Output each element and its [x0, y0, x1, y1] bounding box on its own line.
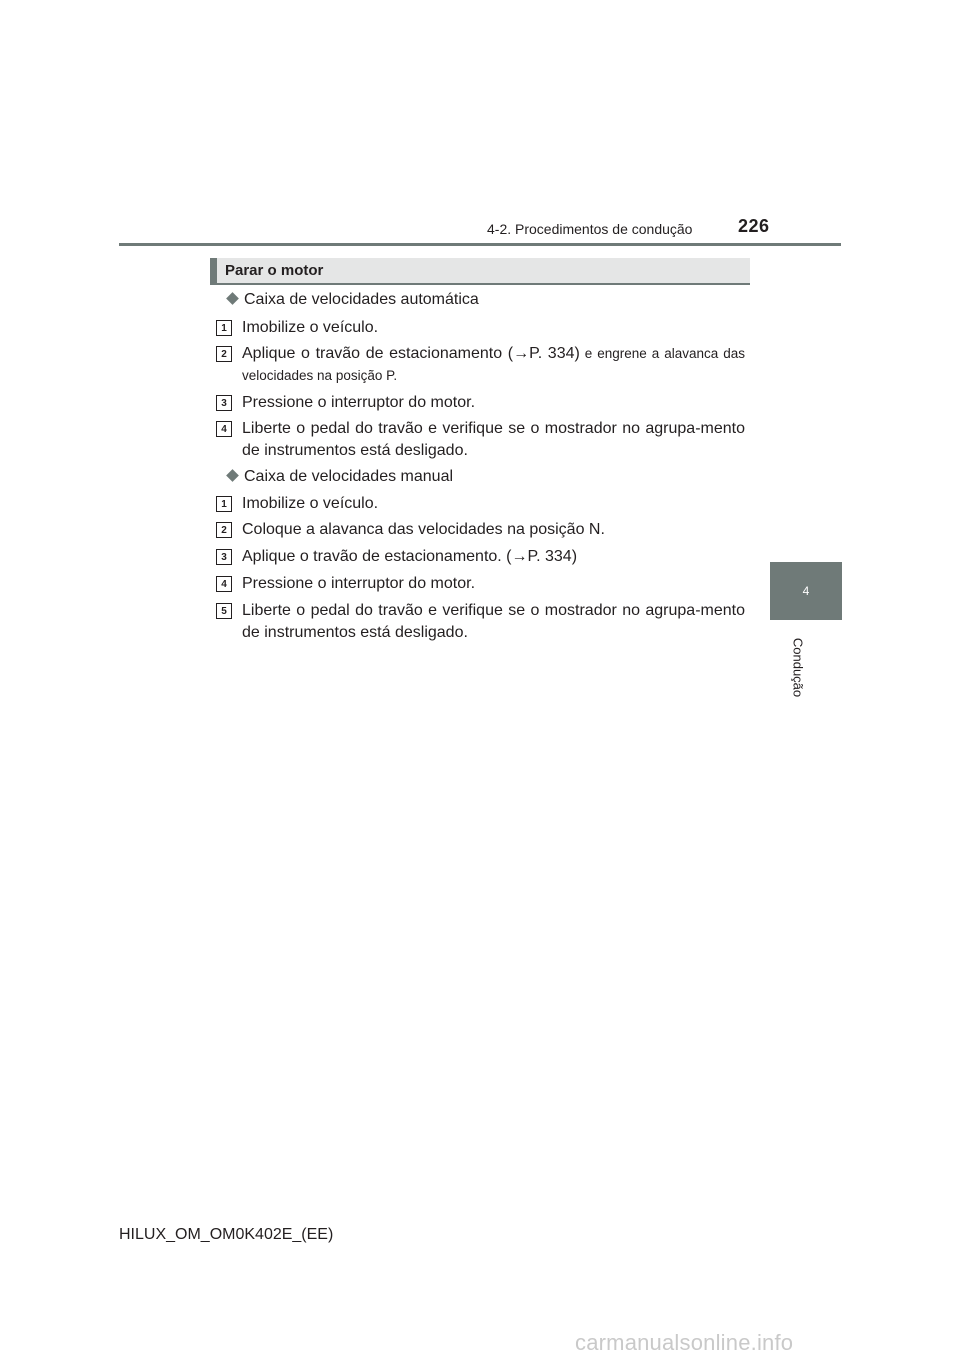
- diamond-bullet-icon: [226, 469, 239, 482]
- step-text-part-small: e engrene a alavanca das velocidades na posição P.: [242, 346, 746, 383]
- step-number-badge: 2: [216, 346, 232, 362]
- watermark-text: carmanualsonline.info: [575, 1330, 794, 1355]
- step-number-badge: 4: [216, 576, 232, 592]
- diamond-bullet-icon: [226, 292, 239, 305]
- step-number-badge: 1: [216, 320, 232, 336]
- step-text: Imobilize o veículo.: [242, 319, 379, 336]
- step-text: Pressione o interruptor do motor.: [242, 575, 476, 592]
- step-number-badge: 3: [216, 549, 232, 565]
- step-text-part: Aplique o travão de estacionamento (→P. 334): [242, 345, 580, 362]
- step-text: Liberte o pedal do travão e verifique se o mostrador no agrupa-mento de instrumentos está desligado.: [242, 602, 745, 641]
- subheading-manual: [226, 468, 453, 486]
- step-number-badge: 5: [216, 603, 232, 619]
- step-number-badge: 3: [216, 395, 232, 411]
- section-heading-title: Parar o motor: [225, 262, 324, 279]
- step-number-badge: 2: [216, 522, 232, 538]
- step-text: Pressione o interruptor do motor.: [242, 394, 476, 411]
- section-heading-bar: [210, 258, 750, 285]
- subheading-automatic: [226, 291, 479, 309]
- step-text: [242, 343, 745, 387]
- step-text: Coloque a alavanca das velocidades na posição N.: [242, 521, 605, 538]
- chapter-tab: [770, 562, 842, 620]
- page-number: 226: [738, 216, 770, 236]
- header-rule: [119, 243, 841, 246]
- chapter-tab-label: Condução: [790, 637, 806, 698]
- step-text: Aplique o travão de estacionamento. (→P. 334): [242, 548, 578, 565]
- step-text: Imobilize o veículo.: [242, 495, 379, 512]
- subheading-manual-text: Caixa de velocidades manual: [244, 468, 454, 485]
- step-number-badge: 1: [216, 496, 232, 512]
- document-code: HILUX_OM_OM0K402E_(EE): [119, 1226, 334, 1243]
- step-text: Liberte o pedal do travão e verifique se o mostrador no agrupa-mento de instrumentos está desligado.: [242, 420, 745, 459]
- chapter-tab-number: 4: [802, 584, 810, 598]
- subheading-automatic-text: Caixa de velocidades automática: [244, 291, 479, 308]
- section-heading-accent: [210, 258, 217, 285]
- step-number-badge: 4: [216, 421, 232, 437]
- header-section-title: 4-2. Procedimentos de condução: [487, 221, 693, 237]
